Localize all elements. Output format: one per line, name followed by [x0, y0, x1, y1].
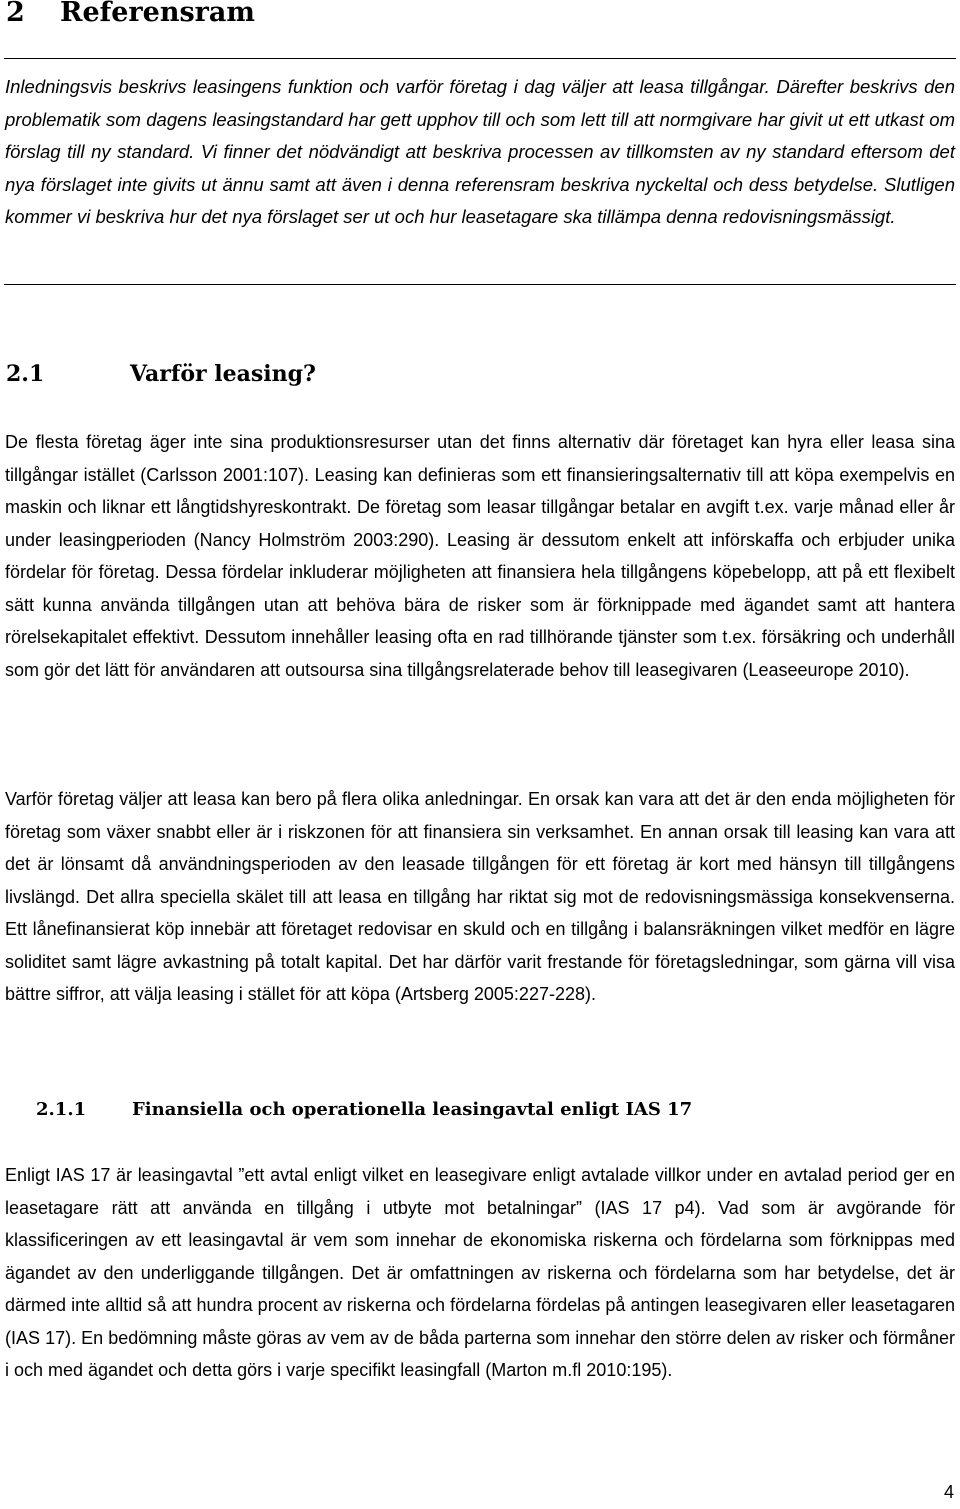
subsection-heading [6, 358, 316, 390]
body-paragraph: De flesta företag äger inte sina produktionsresurser utan det finns alternativ där företaget kan hyra eller leasa sina tillgångar istället (Carlsson 2001:107). Leasing kan definieras som ett finansieringsalternativ till att köpa exempelvis en maskin och liknar ett långtidshyreskontrakt. De företag som leasar tillgångar betalar en avgift t.ex. varje månad eller år under leasingperioden (Nancy Holmström 2003:290). Leasing är dessutom enkelt att införskaffa och erbjuder unika fördelar för företag. Dessa fördelar inkluderar möjligheten att finansiera hela tillgångens köpebelopp, att på ett flexibelt sätt kunna använda tillgången utan att behöva bära de risker som är förknippade med ägandet samt att hantera rörelsekapitalet effektivt. Dessutom innehåller leasing ofta en rad tillhörande tjänster som t.ex. försäkring och underhåll som gör det lätt för användaren att outsoursa sina tillgångsrelaterade behov till leasegivaren (Leaseeurope 2010). [5, 432, 955, 680]
intro-paragraph: Inledningsvis beskrivs leasingens funktion och varför företag i dag väljer att leasa tillgångar. Därefter beskrivs den problematik som dagens leasingstandard har gett upphov till och som lett till att normgivare har givit ut ett utkast om förslag till ny standard. Vi finner det nödvändigt att beskriva processen av tillkomsten av ny standard eftersom det nya förslaget inte givits ut ännu samt att även i denna referensram beskriva nyckeltal och dess betydelse. Slutligen kommer vi beskriva hur det nya förslaget ser ut och hur leasetagare ska tillämpa denna redovisningsmässigt. [5, 76, 955, 227]
subsection-title: Varför leasing? [130, 361, 316, 387]
body-paragraph: Varför företag väljer att leasa kan bero på flera olika anledningar. En orsak kan vara att det är den enda möjligheten för företag som växer snabbt eller är i riskzonen för att finansiera sin verksamhet. En annan orsak till leasing kan vara att det är lönsamt då användningsperioden av den leasade tillgången för ett företag är kort med hänsyn till tillgångens livslängd. Det allra speciella skälet till att leasa en tillgång har riktat sig mot de redovisningsmässiga konsekvenserna. Ett lånefinansierat köp innebär att företaget redovisar en skuld och en tillgång i balansräkningen vilket medför en lägre soliditet samt lägre avkastning på totalt kapital. Det har därför varit frestande för företagsledningar, som gärna vill visa bättre siffror, att välja leasing i stället för att köpa (Artsberg 2005:227-228). [5, 789, 955, 1004]
subsubsection-title: Finansiella och operationella leasingavtal enligt IAS 17 [132, 1099, 693, 1120]
section-title: Referensram [60, 0, 255, 28]
page-number: 4 [943, 1482, 954, 1502]
subsubsection-heading [36, 1094, 692, 1126]
section-heading [6, 0, 255, 30]
intro-bottom-rule [4, 284, 956, 285]
body-paragraph: Enligt IAS 17 är leasingavtal ”ett avtal enligt vilket en leasegivare enligt avtalade villkor under en avtalad period ger en leasetagare rätt att använda en tillgång i utbyte mot betalningar” (IAS 17 p4). Vad som är avgörande för klassificeringen av ett leasingavtal är vem som innehar de ekonomiska riskerna och fördelarna som förknippas med ägandet av den underliggande tillgången. Det är omfattningen av riskerna och fördelarna som har betydelse, det är därmed inte alltid så att hundra procent av riskerna och fördelarna fördelas på antingen leasegivaren eller leasetagaren (IAS 17). En bedömning måste göras av vem av de båda parterna som innehar den större delen av risker och förmåner i och med ägandet och detta görs i varje specifikt leasingfall (Marton m.fl 2010:195). [5, 1165, 955, 1380]
subsection-number: 2.1 [6, 361, 45, 387]
section-number: 2 [6, 0, 25, 28]
intro-top-rule [4, 58, 956, 59]
subsubsection-number: 2.1.1 [36, 1099, 87, 1120]
